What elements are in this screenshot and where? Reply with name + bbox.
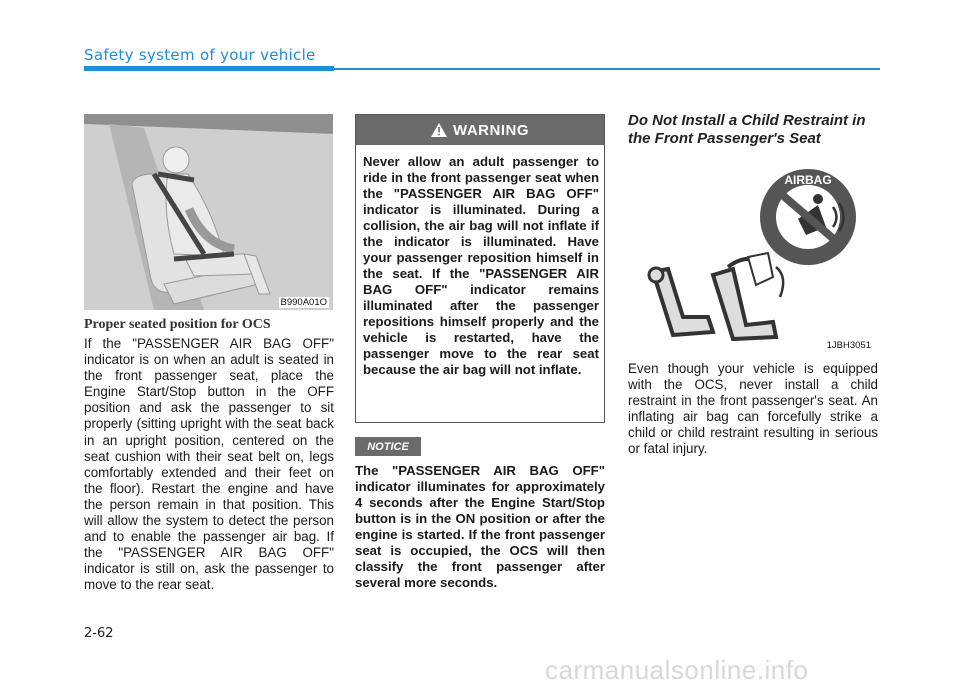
- watermark: carmanualsonline.info: [545, 655, 809, 685]
- figure-no-child-seat: [628, 157, 877, 353]
- warning-header: [356, 115, 604, 145]
- right-paragraph: Even though your vehicle is equipped with the OCS, never install a child restraint in the front passenger's seat. An inflating air bag can forcefully strike a child or child restraint resulting in serious or fatal injury.: [628, 361, 878, 457]
- notice-badge: NOTICE: [355, 437, 421, 456]
- section-heading: Do Not Install a Child Restraint in the Front Passenger's Seat: [628, 112, 866, 147]
- notice-text: The "PASSENGER AIR BAG OFF" indicator illuminates for approximately 4 seconds after the Engine Start/Stop button is in the ON position or after the engine is started. If the front passenger seat is occupied, the OCS will then classify the front passenger after several more seconds.: [355, 463, 605, 590]
- seated-dummy-illustration: [84, 114, 333, 310]
- section-header: Safety system of your vehicle: [84, 46, 316, 64]
- warning-box: [355, 114, 605, 423]
- header-accent-bar: [84, 66, 334, 71]
- airbag-prohibition-illustration: [628, 157, 877, 353]
- figure-code: 1JBH3051: [826, 340, 871, 351]
- header-rule: [334, 68, 880, 70]
- airbag-sign-label: AIRBAG: [784, 173, 832, 187]
- left-paragraph: If the "PASSENGER AIR BAG OFF" indicator is on when an adult is seated in the front passenger seat, place the Engine Start/Stop button in the OFF position and ask the passenger to sit properly (sitting upright with the seat back in an upright position, centered on the seat cushion with their seat belt on, legs comfortably extended and their feet on the floor). Restart the engine and have the person remain in that position. This will allow the system to detect the person and to enable the passenger air bag. If the "PASSENGER AIR BAG OFF" indicator is still on, ask the passenger to move to the rear seat.: [84, 336, 334, 593]
- warning-title: WARNING: [453, 121, 529, 139]
- figure-caption: Proper seated position for OCS: [84, 317, 271, 332]
- warning-text: Never allow an adult passenger to ride in the front passenger seat when the "PASSENGER AIR BAG OFF" indicator is illuminated. During a collision, the air bag will not inflate if the indicator is illuminated. Have your passenger reposition himself in the seat. If the "PASSENGER AIR BAG OFF" indicator remains illuminated after the passenger repositions himself properly and the vehicle is restarted, have the passenger move to the rear seat because the air bag will not inflate.: [363, 154, 599, 377]
- warning-triangle-icon: [431, 123, 447, 137]
- figure-code: B990A01O: [280, 297, 327, 308]
- figure-seated-position: [84, 114, 333, 310]
- page-number: 2-62: [84, 626, 114, 641]
